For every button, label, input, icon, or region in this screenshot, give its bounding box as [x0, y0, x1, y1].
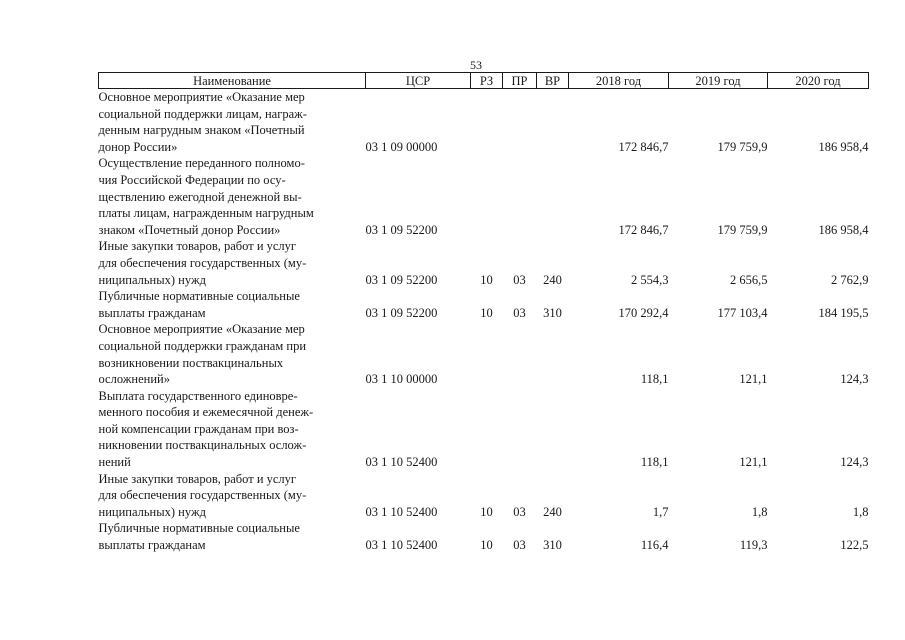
row-2020: 122,5 [840, 538, 869, 553]
row-name-line: ной компенсации гражданам при воз- [98, 421, 299, 436]
row-csr: 03 1 10 52400 [365, 538, 438, 553]
header-2019: 2019 год [669, 73, 768, 89]
table-body [99, 89, 869, 554]
row-name-line: социальной поддержки лицам, награж- [98, 106, 307, 121]
row-2020: 124,3 [840, 455, 869, 470]
row-name-line: менного пособия и ежемесячной денеж- [98, 405, 314, 420]
row-rz: 10 [480, 305, 493, 320]
row-vr [537, 321, 569, 387]
row-pr [503, 388, 537, 471]
row-csr: 03 1 10 52400 [365, 504, 438, 519]
table-row [99, 388, 869, 471]
row-pr [503, 89, 537, 156]
row-name-line: нений [98, 455, 131, 470]
row-name-line: осложнений» [98, 372, 170, 387]
row-name-line: выплаты гражданам [98, 538, 206, 553]
row-rz: 10 [480, 504, 493, 519]
row-name-line: Выплата государственного единовре- [98, 388, 298, 403]
row-vr: 310 [543, 538, 562, 553]
row-name-line: платы лицам, награжденным нагрудным [98, 206, 314, 221]
header-name: Наименование [99, 73, 366, 89]
row-name-line: возникновении поствакцинальных [98, 355, 284, 370]
row-name [99, 520, 366, 553]
row-name [99, 321, 366, 387]
table-row [99, 89, 869, 156]
row-pr: 03 [513, 504, 526, 519]
row-vr: 240 [543, 504, 562, 519]
row-2018: 2 554,3 [631, 272, 669, 287]
header-vr: ВР [537, 73, 569, 89]
row-rz [471, 321, 503, 387]
row-csr: 03 1 09 52200 [365, 222, 438, 237]
row-name-line: Основное мероприятие «Оказание мер [98, 90, 305, 104]
row-pr [503, 155, 537, 238]
row-2019: 1,8 [751, 504, 768, 519]
row-name-line: Иные закупки товаров, работ и услуг [98, 471, 297, 486]
row-pr: 03 [513, 305, 526, 320]
row-name [99, 288, 366, 321]
row-2020: 1,8 [852, 504, 869, 519]
row-name-line: донор России» [98, 139, 178, 154]
row-vr [537, 89, 569, 156]
table-row [99, 238, 869, 288]
row-2018: 116,4 [640, 538, 669, 553]
row-2018: 118,1 [640, 372, 669, 387]
header-rz: РЗ [471, 73, 503, 89]
row-name [99, 471, 366, 521]
row-2019: 119,3 [739, 538, 768, 553]
row-name-line: выплаты гражданам [98, 305, 206, 320]
header-2018: 2018 год [569, 73, 669, 89]
row-2020: 186 958,4 [818, 222, 869, 237]
row-pr: 03 [513, 538, 526, 553]
row-name-line: денным нагрудным знаком «Почетный [98, 123, 305, 138]
row-rz [471, 89, 503, 156]
row-name-line: знаком «Почетный донор России» [98, 222, 281, 237]
row-name-line: ществлению ежегодной денежной вы- [98, 189, 302, 204]
table-row [99, 520, 869, 553]
row-name [99, 155, 366, 238]
row-2019: 179 759,9 [717, 222, 768, 237]
header-pr: ПР [503, 73, 537, 89]
row-rz [471, 155, 503, 238]
row-name-line: ниципальных) нужд [98, 504, 206, 519]
row-2019: 2 656,5 [730, 272, 768, 287]
row-2019: 121,1 [739, 372, 768, 387]
table-row [99, 288, 869, 321]
row-rz [471, 388, 503, 471]
row-name-line: Осуществление переданного полномо- [98, 156, 305, 171]
row-2018: 172 846,7 [618, 222, 669, 237]
row-name [99, 388, 366, 471]
row-2018: 170 292,4 [618, 305, 669, 320]
row-csr: 03 1 10 00000 [365, 372, 438, 387]
row-pr [503, 321, 537, 387]
table-row [99, 155, 869, 238]
row-name-line: социальной поддержки гражданам при [98, 338, 307, 353]
row-vr [537, 155, 569, 238]
row-2020: 124,3 [840, 372, 869, 387]
row-2018: 172 846,7 [618, 139, 669, 154]
page-number: 53 [470, 58, 482, 72]
row-pr: 03 [513, 272, 526, 287]
budget-table [98, 72, 869, 554]
row-vr: 310 [543, 305, 562, 320]
row-rz: 10 [480, 272, 493, 287]
row-csr: 03 1 10 52400 [365, 455, 438, 470]
row-csr: 03 1 09 52200 [365, 305, 438, 320]
row-2019: 179 759,9 [717, 139, 768, 154]
row-csr: 03 1 09 52200 [365, 272, 438, 287]
row-name-line: чия Российской Федерации по осу- [98, 172, 286, 187]
row-name-line: Основное мероприятие «Оказание мер [98, 322, 305, 337]
row-name-line: никновении поствакцинальных ослож- [98, 438, 307, 453]
row-name-line: ниципальных) нужд [98, 272, 206, 287]
row-vr: 240 [543, 272, 562, 287]
row-name-line: для обеспечения государственных (му- [98, 488, 307, 503]
header-csr: ЦСР [366, 73, 471, 89]
row-rz: 10 [480, 538, 493, 553]
row-2019: 177 103,4 [717, 305, 768, 320]
row-name [99, 89, 366, 156]
row-vr [537, 388, 569, 471]
table-row [99, 471, 869, 521]
header-2020: 2020 год [768, 73, 869, 89]
row-name-line: Публичные нормативные социальные [98, 521, 300, 536]
row-2018: 1,7 [652, 504, 669, 519]
row-name-line: для обеспечения государственных (му- [98, 255, 307, 270]
row-name-line: Иные закупки товаров, работ и услуг [98, 239, 297, 254]
row-2020: 184 195,5 [818, 305, 869, 320]
row-name-line: Публичные нормативные социальные [98, 289, 300, 304]
table-header-row [99, 73, 869, 89]
table-row [99, 321, 869, 387]
row-2018: 118,1 [640, 455, 669, 470]
row-csr: 03 1 09 00000 [365, 139, 438, 154]
row-2019: 121,1 [739, 455, 768, 470]
row-2020: 186 958,4 [818, 139, 869, 154]
row-name [99, 238, 366, 288]
row-2020: 2 762,9 [831, 272, 869, 287]
